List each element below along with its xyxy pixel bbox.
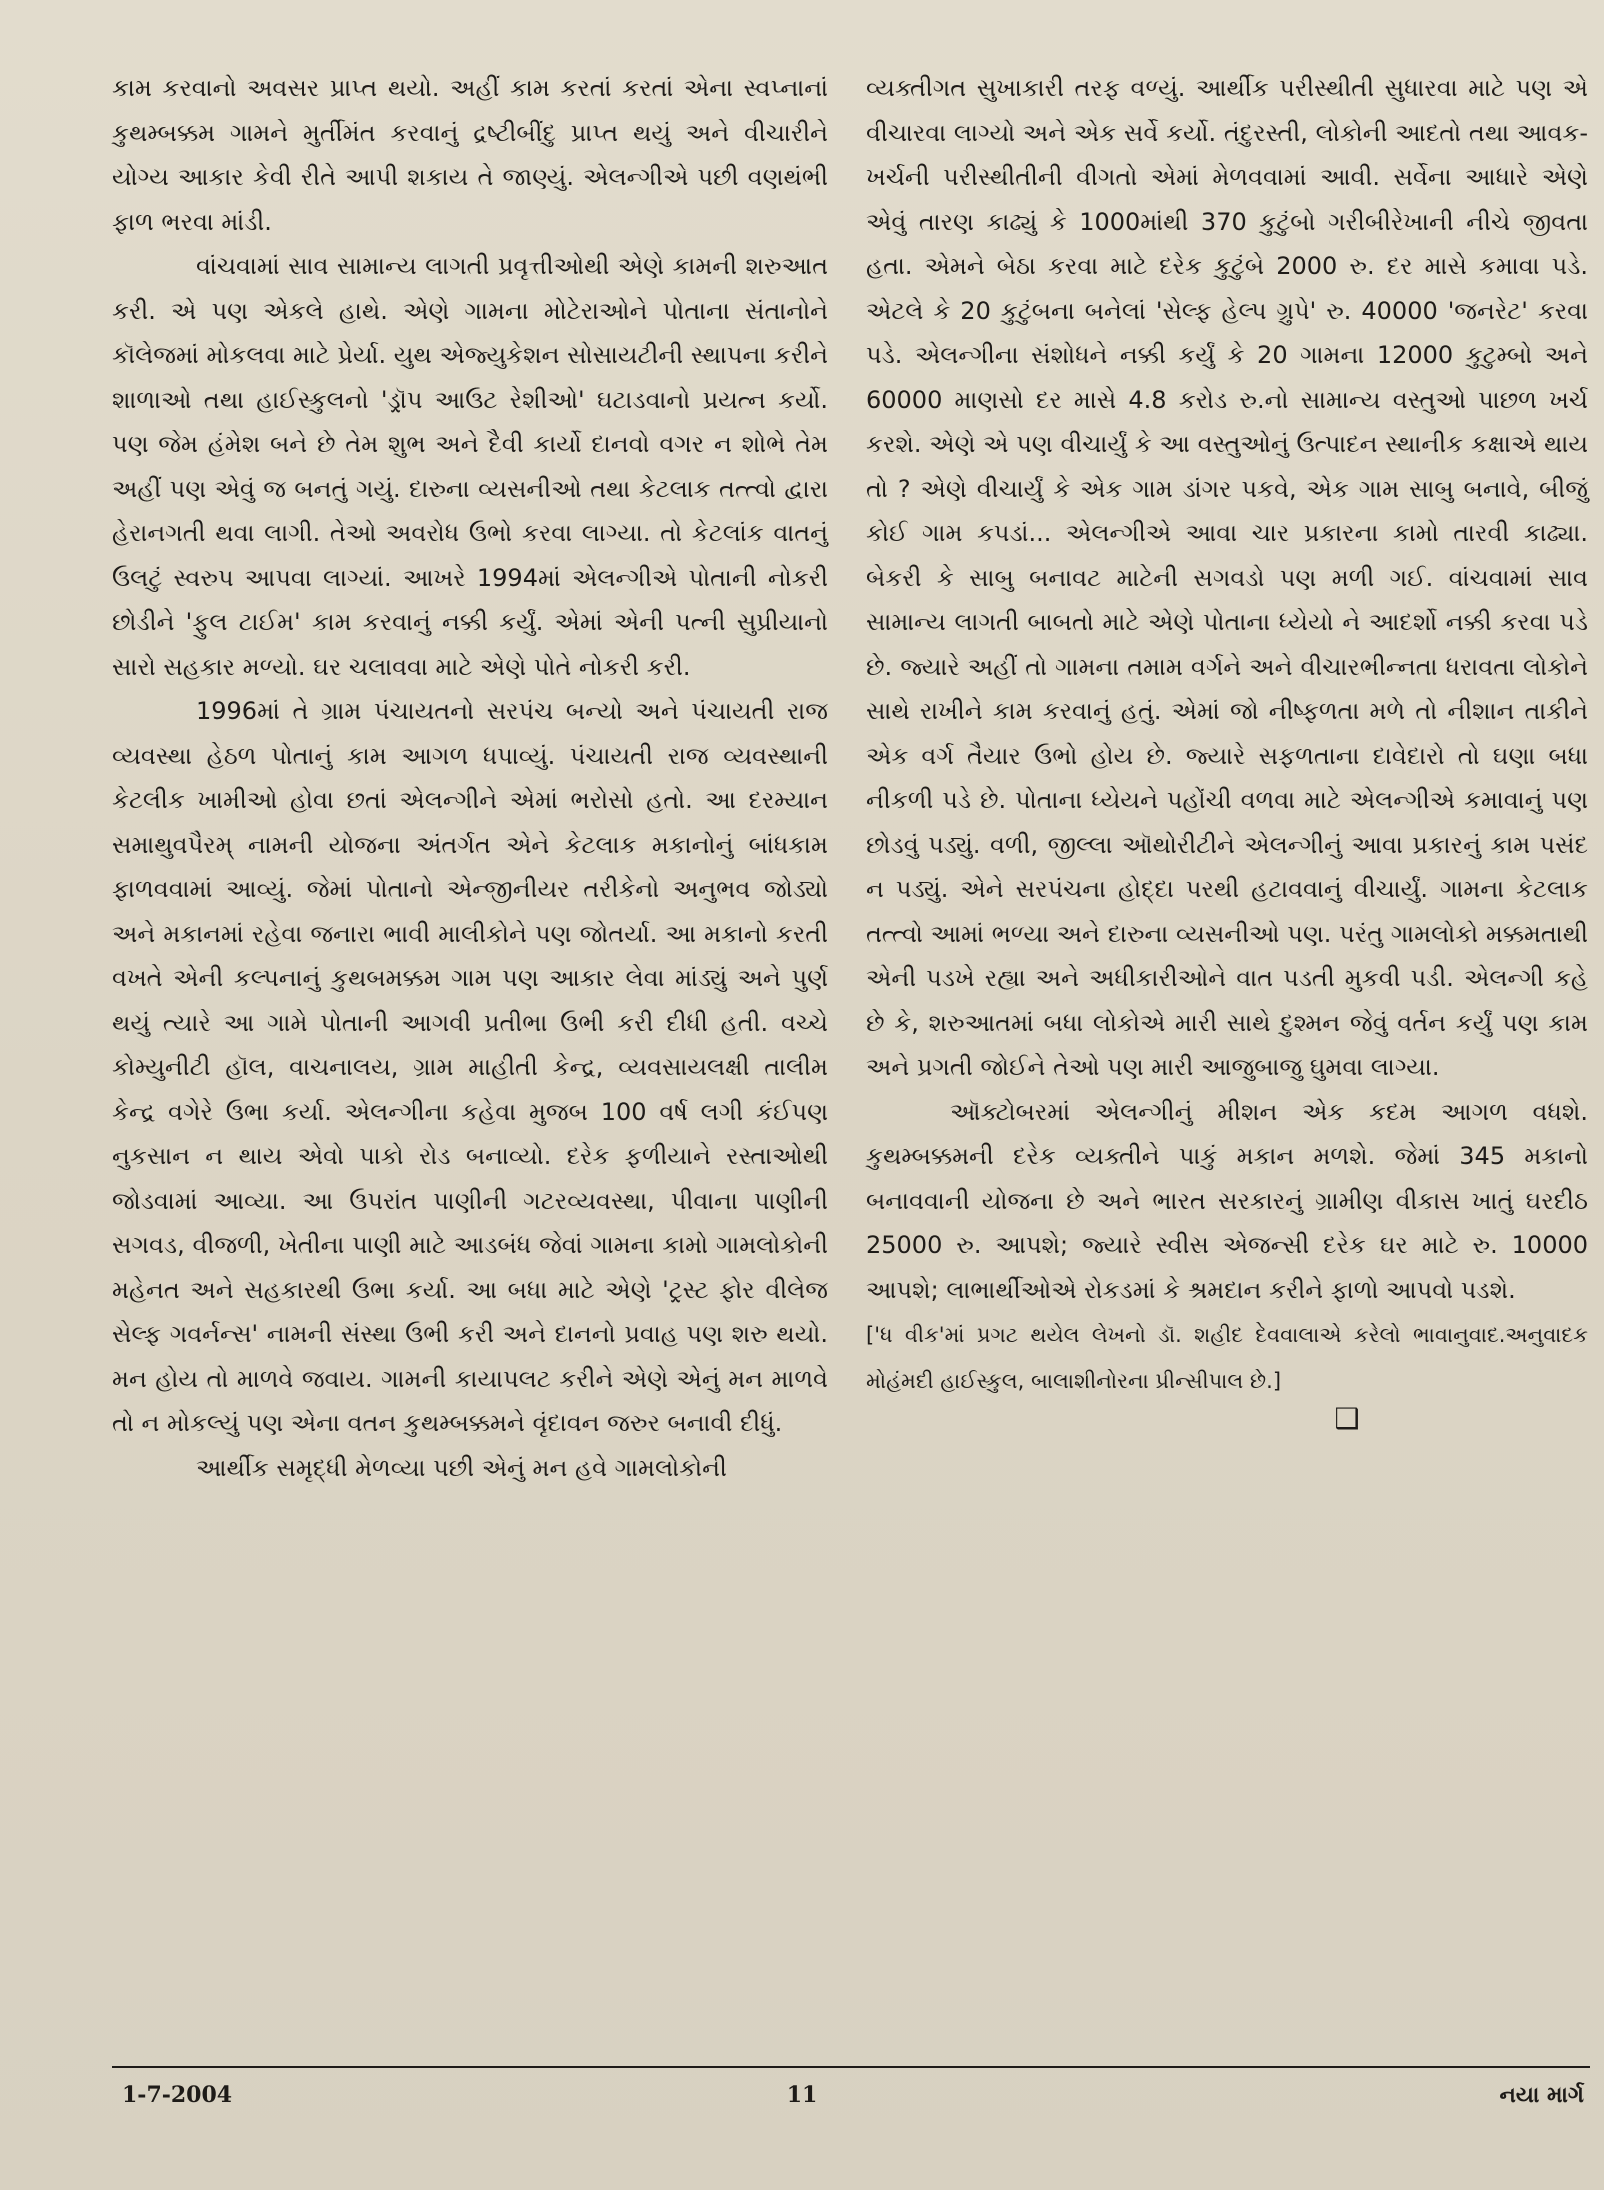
footer-rule bbox=[112, 2066, 1590, 2068]
page-number: 11 bbox=[786, 2082, 818, 2108]
article-paragraph: 1996માં તે ગ્રામ પંચાયતનો સરપંચ બન્યો અને પંચાયતી રાજ વ્યવસ્થા હેઠળ પોતાનું કામ આગળ ધપાવ્યું. પંચાયતી રાજ વ્યવસ્થાની કેટલીક ખામીઓ હોવા છતાં એલન્ગીને એમાં ભરોસો હતો. આ દરમ્યાન સમાથુવપૈરમ્ નામની યોજના અંતર્ગત એને કેટલાક મકાનોનું બાંધકામ ફાળવવામાં આવ્યું. જેમાં પોતાનો એન્જીનીયર તરીકેનો અનુભવ જોડ્યો અને મકાનમાં રહેવા જનારા ભાવી માલીકોને પણ જોતર્યા. આ મકાનો કરતી વખતે એની કલ્પનાનું કુથબમક્કમ ગામ પણ આકાર લેવા માંડ્યું અને પુર્ણ થયું ત્યારે આ ગામે પોતાની આગવી પ્રતીભા ઉભી કરી દીધી હતી. વચ્ચે કોમ્યુનીટી હૉલ, વાચનાલય, ગ્રામ માહીતી કેન્દ્ર, વ્યવસાયલક્ષી તાલીમ કેન્દ્ર વગેરે ઉભા કર્યા. એલન્ગીના કહેવા મુજબ 100 વર્ષ લગી કંઈપણ નુકસાન ન થાય એવો પાકો રોડ બનાવ્યો. દરેક ફળીયાને રસ્તાઓથી જોડવામાં આવ્યા. આ ઉપરાંત પાણીની ગટરવ્યવસ્થા, પીવાના પાણીની સગવડ, વીજળી, ખેતીના પાણી માટે આડબંધ જેવાં ગામના કામો ગામલોકોની મહેનત અને સહકારથી ઉભા કર્યા. આ બધા માટે એણે 'ટ્રસ્ટ ફોર વીલેજ સેલ્ફ ગવર્નન્સ' નામની સંસ્થા ઉભી કરી અને દાનનો પ્રવાહ પણ શરુ થયો. મન હોય તો માળવે જવાય. ગામની કાયાપલટ કરીને એણે એનું મન માળવે તો ન મોકલ્યું પણ એના વતન કુથમ્બક્કમને વૃંદાવન જરુર બનાવી દીધું. bbox=[112, 697, 828, 1437]
issue-date: 1-7-2004 bbox=[122, 2082, 233, 2108]
end-mark-icon: ❑ bbox=[1334, 1402, 1360, 1435]
article-right-column bbox=[866, 66, 1588, 1434]
translator-note: ['ધ વીક'માં પ્રગટ થયેલ લેખનો ડૉ. શહીદ દેવવાલાએ કરેલો ભાવાનુવાદ.અનુવાદક મોહંમદી હાઈસ્કુલ, બાલાશીનોરના પ્રીન્સીપાલ છે.] bbox=[866, 1323, 1588, 1393]
article-paragraph: આર્થીક સમૃદ્ધી મેળવ્યા પછી એનું મન હવે ગામલોકોની bbox=[196, 1453, 727, 1482]
article-left-column bbox=[112, 66, 828, 1490]
article-paragraph: કામ કરવાનો અવસર પ્રાપ્ત થયો. અહીં કામ કરતાં કરતાં એના સ્વપ્નાનાં કુથમ્બક્કમ ગામને મુર્તીમંત કરવાનું દ્રષ્ટીબીંદુ પ્રાપ્ત થયું અને વીચારીને યોગ્ય આકાર કેવી રીતે આપી શકાય તે જાણ્યું. એલન્ગીએ પછી વણથંભી ફાળ ભરવા માંડી. bbox=[112, 74, 828, 236]
article-paragraph: ઑક્ટોબરમાં એલન્ગીનું મીશન એક કદમ આગળ વધશે. કુથમ્બક્કમની દરેક વ્યક્તીને પાકું મકાન મળશે. જેમાં 345 મકાનો બનાવવાની યોજના છે અને ભારત સરકારનું ગ્રામીણ વીકાસ ખાતું ઘરદીઠ 25000 રુ. આપશે; જ્યારે સ્વીસ એજન્સી દરેક ઘર માટે રુ. 10000 આપશે; લાભાર્થીઓએ રોકડમાં કે શ્રમદાન કરીને ફાળો આપવો પડશે. bbox=[866, 1097, 1588, 1304]
article-paragraph: વ્યક્તીગત સુખાકારી તરફ વળ્યું. આર્થીક પરીસ્થીતી સુધારવા માટે પણ એ વીચારવા લાગ્યો અને એક સર્વે કર્યો. તંદુરસ્તી, લોકોની આદતો તથા આવક-ખર્ચની પરીસ્થીતીની વીગતો એમાં મેળવવામાં આવી. સર્વેના આધારે એણે એવું તારણ કાઢ્યું કે 1000માંથી 370 કુટુંબો ગરીબીરેખાની નીચે જીવતા હતા. એમને બેઠા કરવા માટે દરેક કુટુંબે 2000 રુ. દર માસે કમાવા પડે. એટલે કે 20 કુટુંબના બનેલાં 'સેલ્ફ હેલ્પ ગ્રુપે' રુ. 40000 'જનરેટ' કરવા પડે. એલન્ગીના સંશોધને નક્કી કર્યું કે 20 ગામના 12000 કુટુમ્બો અને 60000 માણસો દર માસે 4.8 કરોડ રુ.નો સામાન્ય વસ્તુઓ પાછળ ખર્ચ કરશે. એણે એ પણ વીચાર્યું કે આ વસ્તુઓનું ઉત્પાદન સ્થાનીક કક્ષાએ થાય તો ? એણે વીચાર્યું કે એક ગામ ડાંગર પકવે, એક ગામ સાબુ બનાવે, બીજું કોઈ ગામ કપડાં... એલન્ગીએ આવા ચાર પ્રકારના કામો તારવી કાઢ્યા. બેકરી કે સાબુ બનાવટ માટેની સગવડો પણ મળી ગઈ. વાંચવામાં સાવ સામાન્ય લાગતી બાબતો માટે એણે પોતાના ધ્યેયો ને આદર્શો નક્કી કરવા પડે છે. જ્યારે અહીં તો ગામના તમામ વર્ગને અને વીચારભીન્નતા ધરાવતા લોકોને સાથે રાખીને કામ કરવાનું હતું. એમાં જો નીષ્ફળતા મળે તો નીશાન તાકીને એક વર્ગ તૈયાર ઉભો હોય છે. જ્યારે સફળતાના દાવેદારો તો ઘણા બધા નીકળી પડે છે. પોતાના ધ્યેયને પહોંચી વળવા માટે એલન્ગીએ કમાવાનું પણ છોડવું પડ્યું. વળી, જીલ્લા ઑથોરીટીને એલન્ગીનું આવા પ્રકારનું કામ પસંદ ન પડ્યું. એને સરપંચના હોદ્દા પરથી હટાવવાનું વીચાર્યું. ગામના કેટલાક તત્ત્વો આમાં ભળ્યા અને દારુના વ્યસનીઓ પણ. પરંતુ ગામલોકો મક્કમતાથી એની પડખે રહ્યા અને અધીકારીઓને વાત પડતી મુકવી પડી. એલન્ગી કહે છે કે, શરુઆતમાં બધા લોકોએ મારી સાથે દુશ્મન જેવું વર્તન કર્યું પણ કામ અને પ્રગતી જોઈને તેઓ પણ મારી આજુબાજુ ઘુમવા લાગ્યા. bbox=[866, 74, 1588, 1081]
article-paragraph: વાંચવામાં સાવ સામાન્ય લાગતી પ્રવૃત્તીઓથી એણે કામની શરુઆત કરી. એ પણ એકલે હાથે. એણે ગામના મોટેરાઓને પોતાના સંતાનોને કૉલેજમાં મોકલવા માટે પ્રેર્યા. યુથ એજ્યુકેશન સોસાયટીની સ્થાપના કરીને શાળાઓ તથા હાઈસ્કુલનો 'ડ્રૉપ આઉટ રેશીઓ' ઘટાડવાનો પ્રયત્ન કર્યો. પણ જેમ હંમેશ બને છે તેમ શુભ અને દૈવી કાર્યો દાનવો વગર ન શોભે તેમ અહીં પણ એવું જ બનતું ગયું. દારુના વ્યસનીઓ તથા કેટલાક તત્ત્વો દ્વારા હેરાનગતી થવા લાગી. તેઓ અવરોધ ઉભો કરવા લાગ્યા. તો કેટલાંક વાતનું ઉલટું સ્વરુપ આપવા લાગ્યાં. આખરે 1994માં એલન્ગીએ પોતાની નોકરી છોડીને 'ફુલ ટાઈમ' કામ કરવાનું નક્કી કર્યું. એમાં એની પત્ની સુપ્રીયાનો સારો સહકાર મળ્યો. ઘર ચલાવવા માટે એણે પોતે નોકરી કરી. bbox=[112, 252, 828, 681]
publication-name: નયા માર્ગ bbox=[1499, 2082, 1584, 2108]
